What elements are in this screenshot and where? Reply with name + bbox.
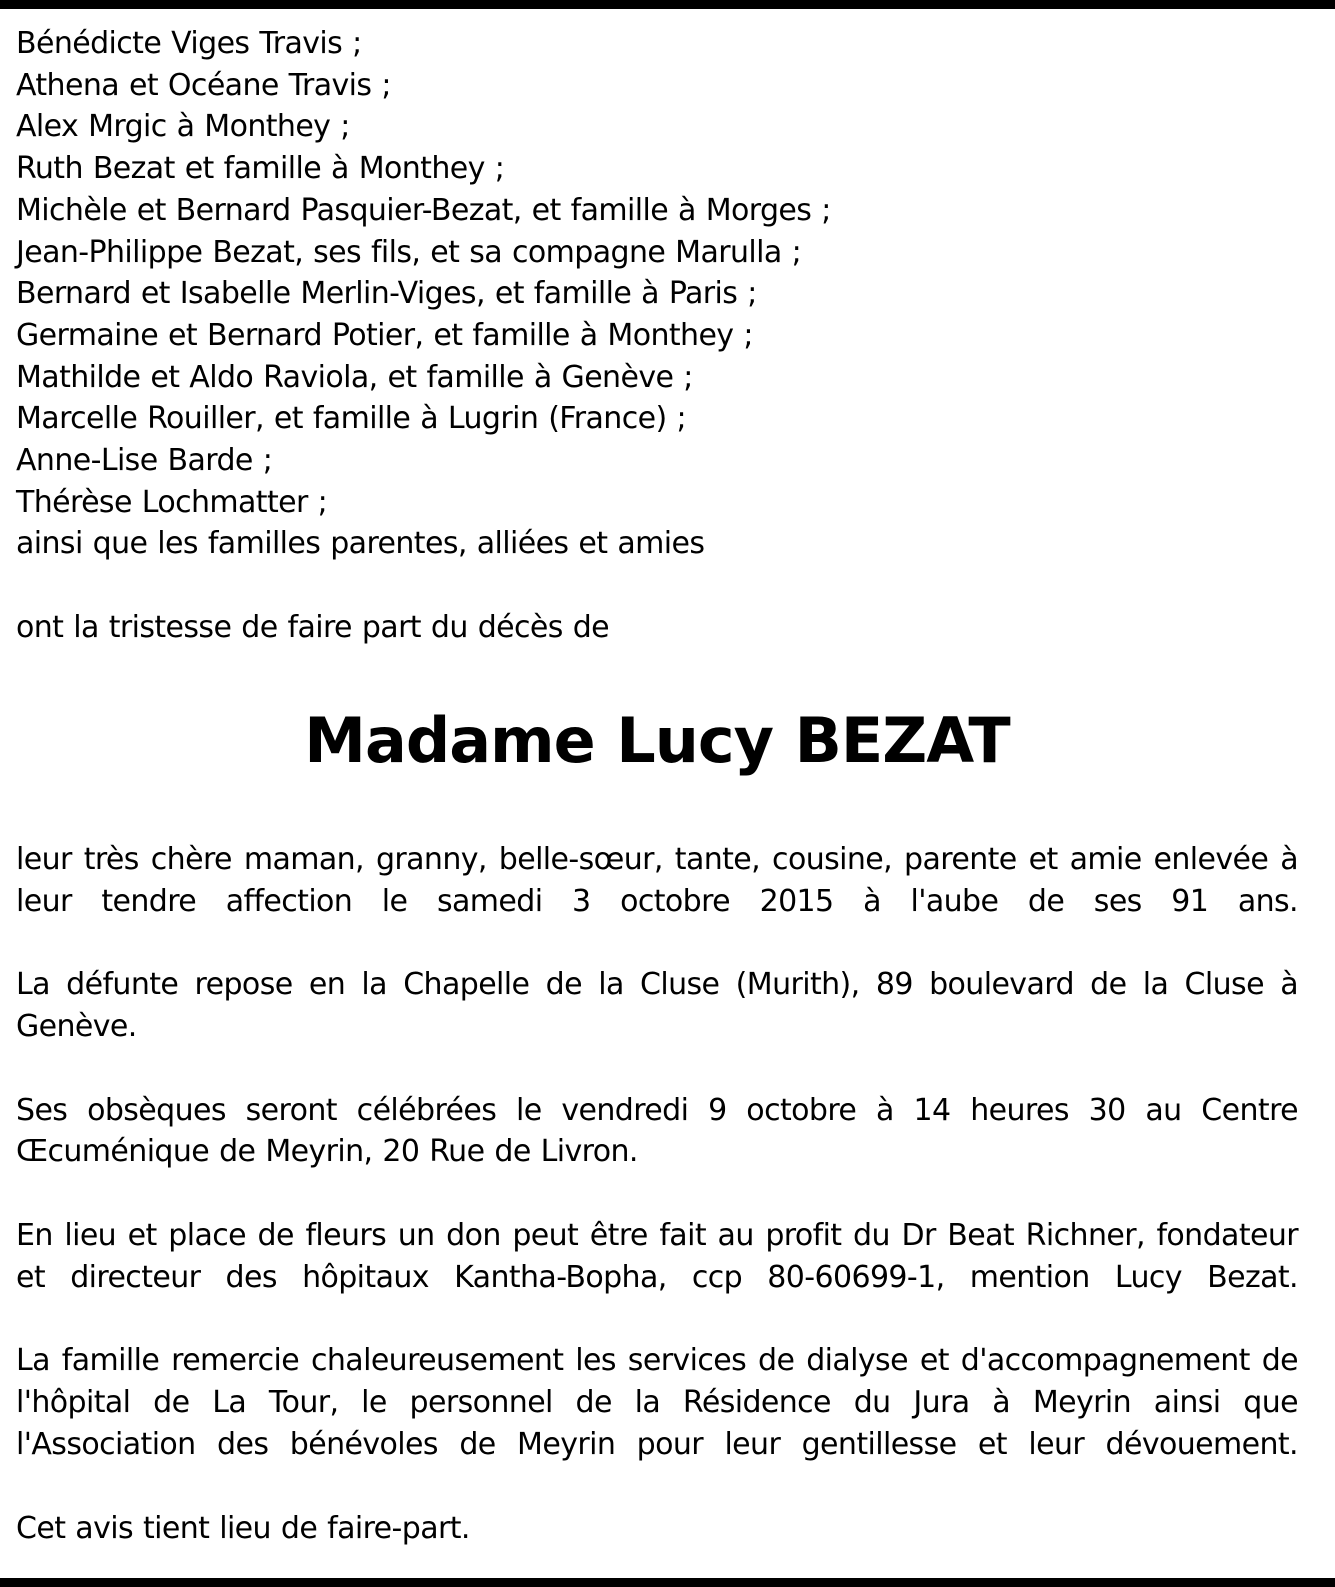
mourner-line: Alex Mrgic à Monthey ; (16, 109, 350, 145)
paragraph-thanks: La famille remercie chaleureusement les services de dialyse et d'accompagnement de l'hôpital de La Tour, le personnel de la Résidence du Jura à Meyrin ainsi que l'Association des bénévoles de Meyrin pour leur gentillesse et leur dévouement. (16, 1343, 1298, 1462)
deceased-name: Madame Lucy BEZAT (304, 703, 1010, 777)
obituary-notice (16, 23, 1298, 1549)
mourner-line: Michèle et Bernard Pasquier-Bezat, et famille à Morges ; (16, 192, 831, 228)
closing-note: Cet avis tient lieu de faire-part. (16, 1510, 470, 1546)
mourner-line: Ruth Bezat et famille à Monthey ; (16, 151, 505, 187)
mourner-line: Bernard et Isabelle Merlin-Viges, et famille à Paris ; (16, 276, 757, 312)
bottom-border-rule (0, 1578, 1335, 1587)
mourners-list (16, 23, 1298, 565)
mourner-line: Anne-Lise Barde ; (16, 443, 273, 479)
top-border-rule (0, 0, 1335, 9)
paragraph-funeral: Ses obsèques seront célébrées le vendredi 9 octobre à 14 heures 30 au Centre Œcuménique de Meyrin, 20 Rue de Livron. (16, 1092, 1298, 1170)
announcement-intro: ont la tristesse de faire part du décès de (16, 610, 610, 646)
mourner-line: Germaine et Bernard Potier, et famille à Monthey ; (16, 317, 753, 353)
paragraph-chapel: La défunte repose en la Chapelle de la Cluse (Murith), 89 boulevard de la Cluse à Genève. (16, 967, 1298, 1044)
mourner-line: ainsi que les familles parentes, alliées et amies (16, 526, 705, 562)
mourner-line: Jean-Philippe Bezat, ses fils, et sa compagne Marulla ; (16, 234, 802, 270)
mourner-line: Mathilde et Aldo Raviola, et famille à Genève ; (16, 359, 693, 395)
mourner-line: Bénédicte Viges Travis ; (16, 26, 362, 61)
paragraph-tribute: leur très chère maman, granny, belle-sœur, tante, cousine, parente et amie enlevée à leur tendre affection le samedi 3 octobre 2015 à l'aube de ses 91 ans. (16, 841, 1298, 919)
paragraph-donation: En lieu et place de fleurs un don peut être fait au profit du Dr Beat Richner, fondateur et directeur des hôpitaux Kantha-Bopha, ccp 80-60699-1, mention Lucy Bezat. (16, 1218, 1298, 1295)
mourner-line: Marcelle Rouiller, et famille à Lugrin (France) ; (16, 401, 687, 437)
mourner-line: Athena et Océane Travis ; (16, 67, 391, 103)
mourner-line: Thérèse Lochmatter ; (16, 484, 328, 520)
